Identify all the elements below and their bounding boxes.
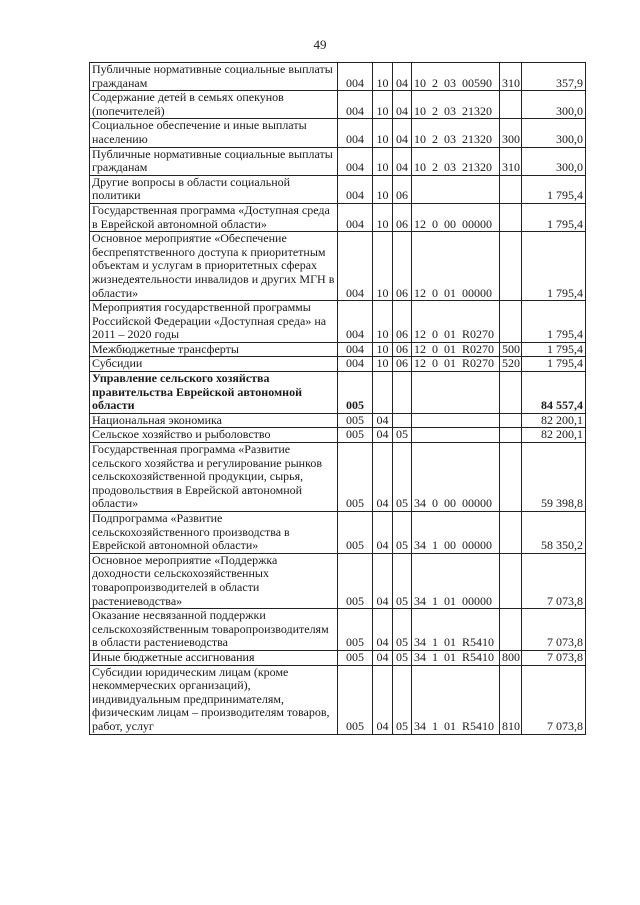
subsection-code: 06 <box>393 301 412 343</box>
ministry-code: 005 <box>338 443 373 512</box>
section-code: 04 <box>373 512 393 554</box>
table-row <box>90 428 586 443</box>
target-article-code <box>412 428 500 443</box>
table-row <box>90 372 586 414</box>
ministry-code: 005 <box>338 413 373 428</box>
ministry-code: 005 <box>338 553 373 608</box>
target-article-code: 34 1 01 R5410 <box>412 665 500 734</box>
section-code: 04 <box>373 443 393 512</box>
target-article-code: 34 1 00 00000 <box>412 512 500 554</box>
target-article-code: 12 0 01 R0270 <box>412 342 500 357</box>
target-article-code: 12 0 01 R0270 <box>412 357 500 372</box>
table-row <box>90 553 586 608</box>
amount: 300,0 <box>522 91 586 119</box>
item-name: Подпрограмма «Развитие сельскохозяйственного производства в Еврейской автономной области» <box>90 512 338 554</box>
ministry-code: 004 <box>338 119 373 147</box>
ministry-code: 004 <box>338 357 373 372</box>
amount: 82 200,1 <box>522 428 586 443</box>
item-name: Субсидии юридическим лицам (кроме некоммерческих организаций), индивидуальным предпринимателям, физическим лицам – производителям товаров, работ, услуг <box>90 665 338 734</box>
expense-type-code: 310 <box>500 147 522 175</box>
section-code: 10 <box>373 342 393 357</box>
amount: 58 350,2 <box>522 512 586 554</box>
subsection-code: 06 <box>393 203 412 231</box>
section-code: 04 <box>373 428 393 443</box>
table-row <box>90 203 586 231</box>
section-code: 10 <box>373 301 393 343</box>
ministry-code: 005 <box>338 665 373 734</box>
amount: 1 795,4 <box>522 301 586 343</box>
ministry-code: 004 <box>338 175 373 203</box>
item-name: Публичные нормативные социальные выплаты гражданам <box>90 147 338 175</box>
subsection-code: 05 <box>393 512 412 554</box>
item-name: Субсидии <box>90 357 338 372</box>
ministry-code: 004 <box>338 147 373 175</box>
item-name: Управление сельского хозяйства правительства Еврейской автономной области <box>90 372 338 414</box>
table-row <box>90 443 586 512</box>
amount: 1 795,4 <box>522 357 586 372</box>
item-name: Основное мероприятие «Обеспечение беспрепятственного доступа к приоритетным объектам и услугам в приоритетных сферах жизнедеятельности инвалидов и других МГН в области» <box>90 232 338 301</box>
subsection-code: 05 <box>393 609 412 651</box>
target-article-code <box>412 372 500 414</box>
target-article-code <box>412 413 500 428</box>
ministry-code: 004 <box>338 63 373 91</box>
target-article-code: 12 0 01 00000 <box>412 232 500 301</box>
ministry-code: 005 <box>338 609 373 651</box>
section-code: 04 <box>373 650 393 665</box>
expense-type-code <box>500 512 522 554</box>
expense-type-code <box>500 372 522 414</box>
section-code: 10 <box>373 175 393 203</box>
table-row <box>90 609 586 651</box>
item-name: Мероприятия государственной программы Российской Федерации «Доступная среда» на 2011 – 2020 годы <box>90 301 338 343</box>
section-code: 04 <box>373 413 393 428</box>
item-name: Государственная программа «Развитие сельского хозяйства и регулирование рынков сельскохозяйственной продукции, сырья, продовольствия в Еврейской автономной области» <box>90 443 338 512</box>
table-row <box>90 301 586 343</box>
section-code <box>373 372 393 414</box>
target-article-code: 34 1 01 R5410 <box>412 650 500 665</box>
amount: 7 073,8 <box>522 665 586 734</box>
table-row <box>90 147 586 175</box>
target-article-code: 10 2 03 21320 <box>412 147 500 175</box>
section-code: 10 <box>373 119 393 147</box>
subsection-code: 05 <box>393 553 412 608</box>
expense-type-code <box>500 232 522 301</box>
page-number: 49 <box>313 37 327 52</box>
target-article-code: 34 0 00 00000 <box>412 443 500 512</box>
amount: 1 795,4 <box>522 232 586 301</box>
section-code: 10 <box>373 203 393 231</box>
subsection-code: 06 <box>393 357 412 372</box>
table-row <box>90 232 586 301</box>
subsection-code <box>393 372 412 414</box>
subsection-code: 06 <box>393 342 412 357</box>
table-row <box>90 665 586 734</box>
subsection-code: 05 <box>393 443 412 512</box>
expense-type-code <box>500 413 522 428</box>
target-article-code: 12 0 00 00000 <box>412 203 500 231</box>
section-code: 10 <box>373 147 393 175</box>
table-row <box>90 63 586 91</box>
table-row <box>90 413 586 428</box>
item-name: Национальная экономика <box>90 413 338 428</box>
subsection-code: 06 <box>393 232 412 301</box>
expense-type-code <box>500 553 522 608</box>
section-code: 04 <box>373 609 393 651</box>
target-article-code: 10 2 03 21320 <box>412 119 500 147</box>
amount: 59 398,8 <box>522 443 586 512</box>
item-name: Основное мероприятие «Поддержка доходности сельскохозяйственных товаропроизводителей в области растениеводства» <box>90 553 338 608</box>
table-row <box>90 119 586 147</box>
section-code: 10 <box>373 63 393 91</box>
amount: 1 795,4 <box>522 342 586 357</box>
section-code: 04 <box>373 553 393 608</box>
item-name: Сельское хозяйство и рыболовство <box>90 428 338 443</box>
expense-type-code <box>500 443 522 512</box>
budget-table <box>89 62 586 735</box>
subsection-code: 05 <box>393 650 412 665</box>
amount: 1 795,4 <box>522 203 586 231</box>
item-name: Оказание несвязанной поддержки сельскохозяйственным товаропроизводителям в области растениеводства <box>90 609 338 651</box>
amount: 82 200,1 <box>522 413 586 428</box>
table-row <box>90 175 586 203</box>
ministry-code: 004 <box>338 342 373 357</box>
expense-type-code: 310 <box>500 63 522 91</box>
amount: 7 073,8 <box>522 609 586 651</box>
expense-type-code: 500 <box>500 342 522 357</box>
table-row <box>90 650 586 665</box>
target-article-code <box>412 175 500 203</box>
ministry-code: 005 <box>338 650 373 665</box>
amount: 300,0 <box>522 147 586 175</box>
item-name: Межбюджетные трансферты <box>90 342 338 357</box>
expense-type-code <box>500 609 522 651</box>
ministry-code: 004 <box>338 232 373 301</box>
expense-type-code <box>500 175 522 203</box>
subsection-code: 05 <box>393 665 412 734</box>
table-row <box>90 91 586 119</box>
ministry-code: 005 <box>338 372 373 414</box>
amount: 357,9 <box>522 63 586 91</box>
amount: 7 073,8 <box>522 650 586 665</box>
ministry-code: 004 <box>338 203 373 231</box>
expense-type-code <box>500 91 522 119</box>
amount: 300,0 <box>522 119 586 147</box>
section-code: 10 <box>373 232 393 301</box>
section-code: 10 <box>373 91 393 119</box>
item-name: Публичные нормативные социальные выплаты гражданам <box>90 63 338 91</box>
ministry-code: 005 <box>338 512 373 554</box>
table-row <box>90 357 586 372</box>
subsection-code: 06 <box>393 175 412 203</box>
ministry-code: 004 <box>338 91 373 119</box>
item-name: Другие вопросы в области социальной политики <box>90 175 338 203</box>
expense-type-code <box>500 428 522 443</box>
target-article-code: 34 1 01 R5410 <box>412 609 500 651</box>
subsection-code: 04 <box>393 91 412 119</box>
section-code: 04 <box>373 665 393 734</box>
target-article-code: 12 0 01 R0270 <box>412 301 500 343</box>
subsection-code: 04 <box>393 119 412 147</box>
expense-type-code <box>500 203 522 231</box>
expense-type-code: 810 <box>500 665 522 734</box>
expense-type-code: 520 <box>500 357 522 372</box>
subsection-code <box>393 413 412 428</box>
ministry-code: 005 <box>338 428 373 443</box>
amount: 7 073,8 <box>522 553 586 608</box>
item-name: Содержание детей в семьях опекунов (попечителей) <box>90 91 338 119</box>
item-name: Иные бюджетные ассигнования <box>90 650 338 665</box>
subsection-code: 04 <box>393 63 412 91</box>
amount: 84 557,4 <box>522 372 586 414</box>
target-article-code: 10 2 03 00590 <box>412 63 500 91</box>
amount: 1 795,4 <box>522 175 586 203</box>
item-name: Социальное обеспечение и иные выплаты населению <box>90 119 338 147</box>
table-row <box>90 342 586 357</box>
subsection-code: 05 <box>393 428 412 443</box>
section-code: 10 <box>373 357 393 372</box>
expense-type-code: 800 <box>500 650 522 665</box>
table-row <box>90 512 586 554</box>
expense-type-code: 300 <box>500 119 522 147</box>
item-name: Государственная программа «Доступная среда в Еврейской автономной области» <box>90 203 338 231</box>
target-article-code: 34 1 01 00000 <box>412 553 500 608</box>
subsection-code: 04 <box>393 147 412 175</box>
ministry-code: 004 <box>338 301 373 343</box>
target-article-code: 10 2 03 21320 <box>412 91 500 119</box>
expense-type-code <box>500 301 522 343</box>
